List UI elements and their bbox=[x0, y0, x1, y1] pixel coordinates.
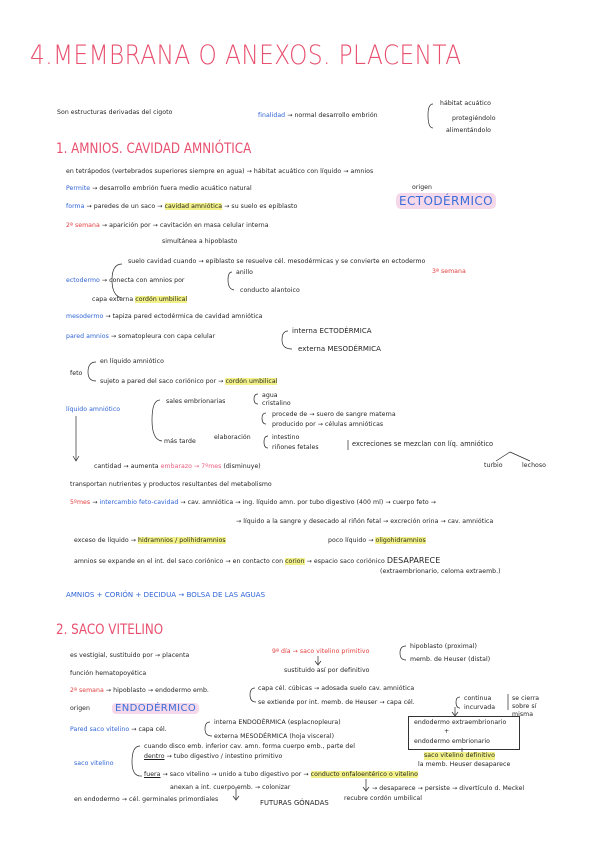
intercambio-text: → cav. amniótica → ing. líquido amn. por tubo digestivo (400 ml) → cuerpo feto → bbox=[180, 499, 436, 506]
saco-vitelino-definitivo: saco vitelino definitivo bbox=[424, 752, 495, 759]
procede-text: procede de → suero de sangre materna bbox=[272, 411, 396, 418]
turbio-fork bbox=[496, 452, 530, 461]
pared-amnios-label: pared amnios bbox=[66, 333, 109, 340]
s1-line-14: transportan nutrientes y productos resultantes del metabolismo bbox=[70, 481, 272, 488]
s2-line-1: es vestigial, sustituido por → placenta bbox=[70, 652, 190, 659]
ectodermico-tag: ECTODÉRMICO bbox=[396, 193, 496, 209]
s2-line-9: anexan a int. cuerpo emb. → colonizar bbox=[170, 784, 291, 791]
dentro-text: dentro bbox=[144, 753, 165, 760]
endodermo-extra: endodermo extraembrionario bbox=[414, 719, 507, 726]
pared-saco-label: Pared saco vitelino bbox=[70, 726, 130, 733]
disminuye-text: (disminuye) bbox=[223, 463, 261, 470]
en-endodermo-text: en endodermo → bbox=[74, 796, 127, 803]
saco-vitelino-label: saco vitelino bbox=[74, 760, 114, 767]
s1-line-15: 5ºmes → intercambio feto-cavidad → cav. amniótica → ing. líquido amn. por tubo digestivo (400 ml) → cuerpo feto → bbox=[70, 499, 436, 506]
anillo-bracket bbox=[228, 272, 234, 290]
s1-line-1: en tetrápodos (vertebrados superiores siempre en agua) → hábitat acuático con líquido → amnios bbox=[66, 168, 374, 175]
quinto-mes-label: 5ºmes bbox=[70, 499, 91, 506]
cristalino-text: cristalino bbox=[262, 400, 291, 407]
cordon-umbilical-highlight: cordón umbilical bbox=[135, 296, 188, 303]
conecta-text: conecta con amnios por bbox=[109, 277, 185, 284]
conducto-alantoico-text: conducto alantoico bbox=[240, 287, 300, 294]
intro-text: Son estructuras derivadas del cigoto bbox=[57, 109, 173, 116]
origen-label: origen bbox=[412, 184, 433, 191]
amnios-expande-text: amnios se expande en el int. del saco coriónico → en contacto con bbox=[74, 558, 284, 565]
finalidad-text: → normal desarrollo embrión bbox=[287, 112, 378, 119]
sales-embrionarias: sales embrionarias bbox=[166, 398, 226, 405]
sales-bracket bbox=[254, 394, 258, 404]
recubre-cordon: recubre cordón umbilical bbox=[344, 795, 423, 802]
mas-tarde-text: más tarde bbox=[164, 438, 196, 445]
pared-saco-text: → capa cél. bbox=[131, 726, 167, 733]
s2-line-7: cuando disco emb. inferior cav. amn. forma cuerpo emb., parte del bbox=[144, 743, 355, 750]
liquido-bracket bbox=[152, 400, 162, 441]
feto-liquido: en líquido amniótico bbox=[100, 358, 164, 365]
mesodermo-label: mesodermo bbox=[66, 313, 104, 320]
feto-label: feto bbox=[70, 370, 83, 377]
excreciones-text: excreciones se mezclan con líq. amniótico bbox=[352, 440, 494, 448]
elaboracion-bracket bbox=[264, 436, 268, 448]
mesodermo-text: → tapiza pared ectodérmica de cavidad amniótica bbox=[105, 313, 263, 320]
elaboracion-text: elaboración bbox=[214, 434, 251, 441]
pared-bracket bbox=[282, 331, 292, 349]
cordon-umbilical-highlight-2: cordón umbilical bbox=[225, 378, 278, 385]
desaparece-persiste-text: → desaparece → persiste → divertículo d. Meckel bbox=[372, 785, 525, 792]
section-2-heading: 2. SACO VITELINO bbox=[56, 622, 164, 638]
conducto-onfaloenterico-highlight: conducto onfaloentérico o vitelino bbox=[310, 771, 418, 778]
feto-sujeto-text: sujeto a pared del saco coriónico por → bbox=[100, 378, 224, 385]
embarazo-text: embarazo → 7ºmes bbox=[160, 463, 222, 470]
bolsa-aguas-line: AMNIOS + CORIÓN + DECIDUA → BOLSA DE LAS AGUAS bbox=[66, 591, 266, 599]
intro-item-3: alimentándolo bbox=[446, 127, 491, 134]
tubo-digestivo-text: → tubo digestivo / intestino primitivo bbox=[166, 753, 283, 760]
procede-bracket bbox=[262, 413, 266, 424]
oligohidramnios-highlight: oligohidramnios bbox=[375, 537, 426, 544]
ectodermo-label: ectodermo bbox=[66, 277, 100, 284]
permite-text: → desarrollo embrión fuera medio acuático natural bbox=[92, 185, 252, 192]
s2-line-4: se extiende por int. memb. de Heuser → capa cél. bbox=[258, 699, 415, 706]
pared-amnios-text: → somatopleura con capa celular bbox=[110, 333, 216, 340]
futuras-gonadas: FUTURAS GÓNADAS bbox=[260, 799, 329, 807]
capa-bracket bbox=[250, 688, 256, 702]
s2-line-2: función hematopoyética bbox=[70, 670, 147, 677]
s1-line-7: ectodermo → conecta con amnios por bbox=[66, 277, 185, 284]
corion-highlight: corion bbox=[285, 558, 305, 565]
ectodermo-bracket bbox=[112, 264, 122, 298]
s1-line-6: suelo cavidad cuando → epiblasto se resuelve cél. mesodérmicas y se convierte en ectodermo bbox=[128, 258, 426, 265]
s2-line-3c: capa cél. cúbicas → adosada suelo cav. amniótica bbox=[258, 685, 415, 692]
continua-text: continua bbox=[464, 695, 492, 702]
plus-sign: + bbox=[444, 728, 450, 735]
desaparece-text: DESAPARECE bbox=[386, 556, 441, 565]
segunda-semana-label-2: 2ª semana bbox=[70, 687, 104, 694]
interna-endodermica: interna ENDODÉRMICA (esplacnopleura) bbox=[214, 719, 341, 726]
intestino-text: intestino bbox=[272, 434, 300, 441]
cavidad-amniotica-highlight: cavidad amniótica bbox=[164, 203, 223, 210]
vitelino-bracket bbox=[400, 646, 406, 660]
forma-suelo: → su suelo es epiblasto bbox=[224, 203, 298, 210]
intercambio-label: intercambio feto-cavidad bbox=[99, 499, 179, 506]
lechoso-text: lechoso bbox=[522, 462, 546, 469]
page-title: 4.MEMBRANA O ANEXOS. PLACENTA bbox=[30, 40, 462, 71]
capa-externa-text: capa externa bbox=[92, 296, 134, 303]
endodermo-emb: endodermo embrionario bbox=[414, 738, 491, 745]
section-1-heading: 1. AMNIOS. CAVIDAD AMNIÓTICA bbox=[56, 141, 252, 157]
aparicion-text: → aparición por → cavitación en masa celular interna bbox=[101, 222, 269, 229]
turbio-text: turbio bbox=[484, 462, 503, 469]
externa-mesodermica: externa MESODÉRMICA bbox=[298, 345, 381, 353]
s2-line-2b: sustituido así por definitivo bbox=[284, 667, 370, 674]
producido-text: producido por → células amnióticas bbox=[272, 421, 384, 428]
continua-bracket bbox=[456, 697, 460, 708]
espacio-text: → espacio saco coriónico bbox=[306, 558, 385, 565]
s1-line-16: → líquido a la sangre y desecado al riñón fetal → excreción orina → cav. amniótica bbox=[236, 518, 494, 525]
noveno-dia-text: 9ª día → saco vitelino primitivo bbox=[272, 648, 370, 655]
agua-text: agua bbox=[262, 392, 278, 399]
exceso-text: exceso de líquido → bbox=[74, 537, 136, 544]
tercera-semana-label: 3ª semana bbox=[432, 268, 466, 275]
forma-label: forma bbox=[66, 203, 85, 210]
intro-item-1: hábitat acuático bbox=[440, 100, 492, 107]
forma-text: → paredes de un saco → bbox=[86, 203, 163, 210]
anillo-text: anillo bbox=[236, 269, 253, 276]
s1-line-5: simultánea a hipoblasto bbox=[162, 238, 238, 245]
interna-ectodermica: interna ECTODÉRMICA bbox=[292, 327, 372, 335]
hidramnios-highlight: hidramnios / polihidramnios bbox=[138, 537, 226, 544]
intro-item-2: protegiéndolo bbox=[452, 115, 496, 122]
segunda-semana-label: 2ª semana bbox=[66, 222, 100, 229]
s1-line-18e: (extraembrionario, celoma extraemb.) bbox=[380, 568, 501, 575]
heuser-desaparece: la memb. Heuser desaparece bbox=[418, 761, 511, 768]
feto-bracket bbox=[88, 362, 96, 381]
poco-liquido-text: poco líquido → bbox=[328, 537, 374, 544]
heuser-distal: memb. de Heuser (distal) bbox=[410, 656, 491, 663]
rinones-text: riñones fetales bbox=[272, 444, 319, 451]
endodermico-tag: ENDODÉRMICO bbox=[112, 703, 199, 714]
externa-mesodermica-2: externa MESODÉRMICA (hoja visceral) bbox=[214, 733, 335, 740]
pared-saco-bracket bbox=[205, 722, 212, 736]
hipoblasto-proximal: hipoblasto (proximal) bbox=[410, 643, 477, 650]
saco-vitelino-bracket bbox=[132, 746, 142, 776]
hipoblasto-text: → hipoblasto → endodermo emb. bbox=[105, 687, 209, 694]
intro-bracket bbox=[428, 104, 433, 128]
fuera-text: fuera bbox=[144, 771, 161, 778]
cantidad-text: cantidad → aumenta bbox=[94, 463, 159, 470]
incurvada-text: incurvada bbox=[464, 704, 496, 711]
fuera-desc: → saco vitelino → unido a tubo digestivo por → bbox=[162, 771, 309, 778]
se-cierra-text: se cierra sobre sí misma bbox=[512, 695, 540, 718]
liquido-amniotico-label: líquido amniótico bbox=[66, 406, 121, 413]
germinales-text: cél. germinales primordiales bbox=[129, 796, 219, 803]
finalidad-label: finalidad bbox=[258, 112, 286, 119]
permite-label: Permite bbox=[66, 185, 91, 192]
s2-origen-label: origen bbox=[70, 705, 91, 712]
